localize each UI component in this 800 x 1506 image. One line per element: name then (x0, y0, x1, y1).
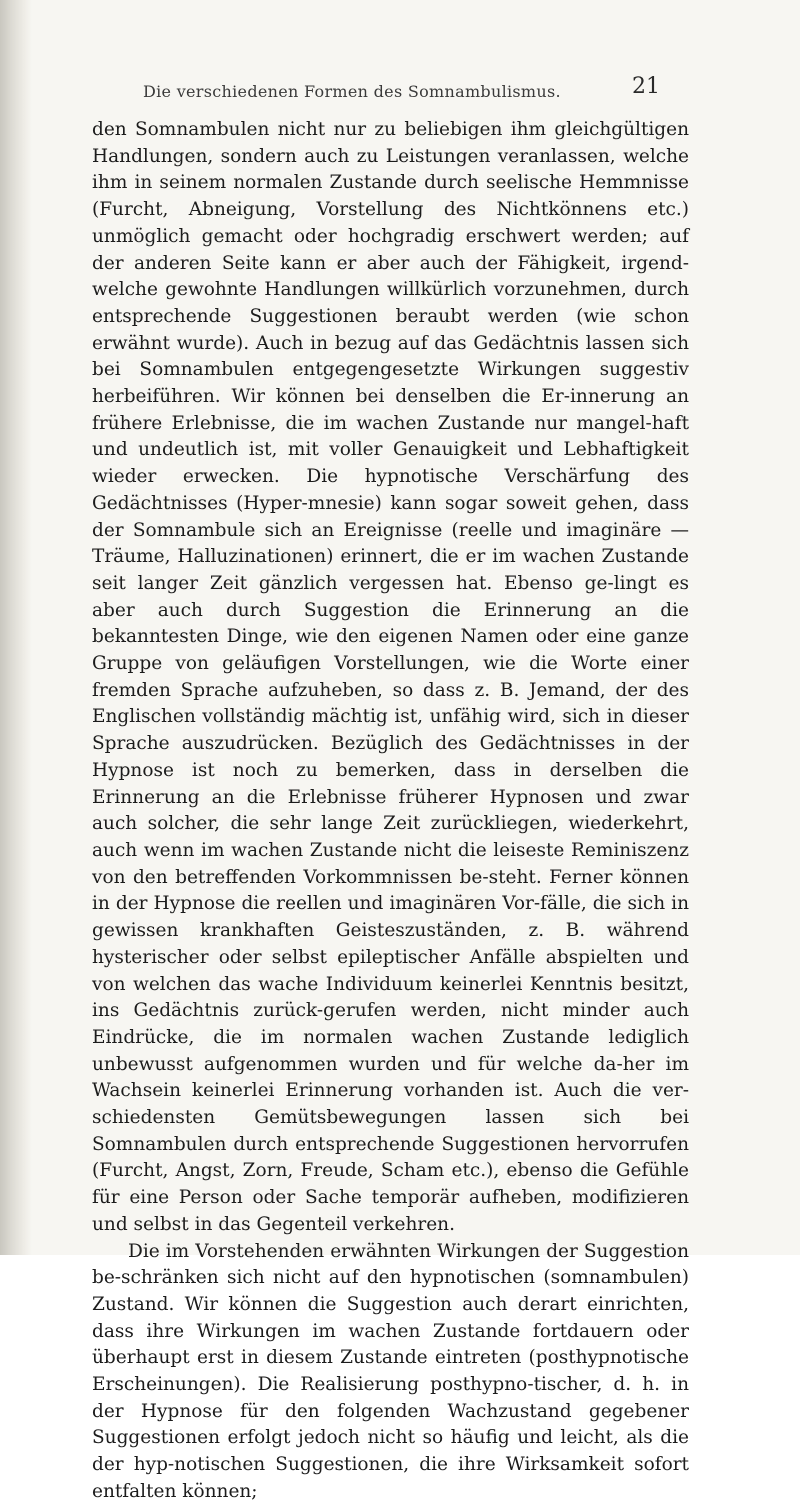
running-header: Die verschiedenen Formen des Somnambulismus. (143, 82, 561, 101)
page-number: 21 (632, 74, 660, 99)
paragraph: den Somnambulen nicht nur zu beliebigen ihm gleichgültigen Handlungen, sondern auch zu Leistungen veranlassen, welche ihm in seinem normalen Zustande durch seelische Hemmnisse (Furcht, Abneigung, Vorstellung des Nichtkönnens etc.) unmöglich gemacht oder hochgradig erschwert werden; auf der anderen Seite kann er aber auch der Fähigkeit, irgend-welche gewohnte Handlungen willkürlich vorzunehmen, durch entsprechende Suggestionen beraubt werden (wie schon erwähnt wurde). Auch in bezug auf das Gedächtnis lassen sich bei Somnambulen entgegengesetzte Wirkungen suggestiv herbeiführen. Wir können bei denselben die Er-innerung an frühere Erlebnisse, die im wachen Zustande nur mangel-haft und undeutlich ist, mit voller Genauigkeit und Lebhaftigkeit wieder erwecken. Die hypnotische Verschärfung des Gedächtnisses (Hyper-mnesie) kann sogar soweit gehen, dass der Somnambule sich an Ereignisse (reelle und imaginäre — Träume, Halluzinationen) erinnert, die er im wachen Zustande seit langer Zeit gänzlich vergessen hat. Ebenso ge-lingt es aber auch durch Suggestion die Erinnerung an die bekanntesten Dinge, wie den eigenen Namen oder eine ganze Gruppe von geläufigen Vorstellungen, wie die Worte einer fremden Sprache aufzuheben, so dass z. B. Jemand, der des Englischen vollständig mächtig ist, unfähig wird, sich in dieser Sprache auszudrücken. Bezüglich des Gedächtnisses in der Hypnose ist noch zu bemerken, dass in derselben die Erinnerung an die Erlebnisse früherer Hypnosen und zwar auch solcher, die sehr lange Zeit zurückliegen, wiederkehrt, auch wenn im wachen Zustande nicht die leiseste Reminiszenz von den betreffenden Vorkommnissen be-steht. Ferner können in der Hypnose die reellen und imaginären Vor-fälle, die sich in gewissen krankhaften Geisteszuständen, z. B. während hysterischer oder selbst epileptischer Anfälle abspielten und von welchen das wache Individuum keinerlei Kenntnis besitzt, ins Gedächtnis zurück-gerufen werden, nicht minder auch Eindrücke, die im normalen wachen Zustande lediglich unbewusst aufgenommen wurden und für welche da-her im Wachsein keinerlei Erinnerung vorhanden ist. Auch die ver-schiedensten Gemütsbewegungen lassen sich bei Somnambulen durch entsprechende Suggestionen hervorrufen (Furcht, Angst, Zorn, Freude, Scham etc.), ebenso die Gefühle für eine Person oder Sache temporär aufheben, modifizieren und selbst in das Gegenteil verkehren. (92, 119, 689, 1235)
body-text (92, 117, 689, 1506)
paragraph: Die im Vorstehenden erwähnten Wirkungen der Suggestion be-schränken sich nicht auf den hypnotischen (somnambulen) Zustand. Wir können die Suggestion auch derart einrichten, dass ihre Wirkungen im wachen Zustande fortdauern oder überhaupt erst in diesem Zustande eintreten (posthypnotische Erscheinungen). Die Realisierung posthypno-tischer, d. h. in der Hypnose für den folgenden Wachzustand gegebener Suggestionen erfolgt jedoch nicht so häufig und leicht, als die der hyp-notischen Suggestionen, die ihre Wirksamkeit sofort entfalten können; (92, 1240, 689, 1502)
binding-shadow (0, 0, 32, 1255)
